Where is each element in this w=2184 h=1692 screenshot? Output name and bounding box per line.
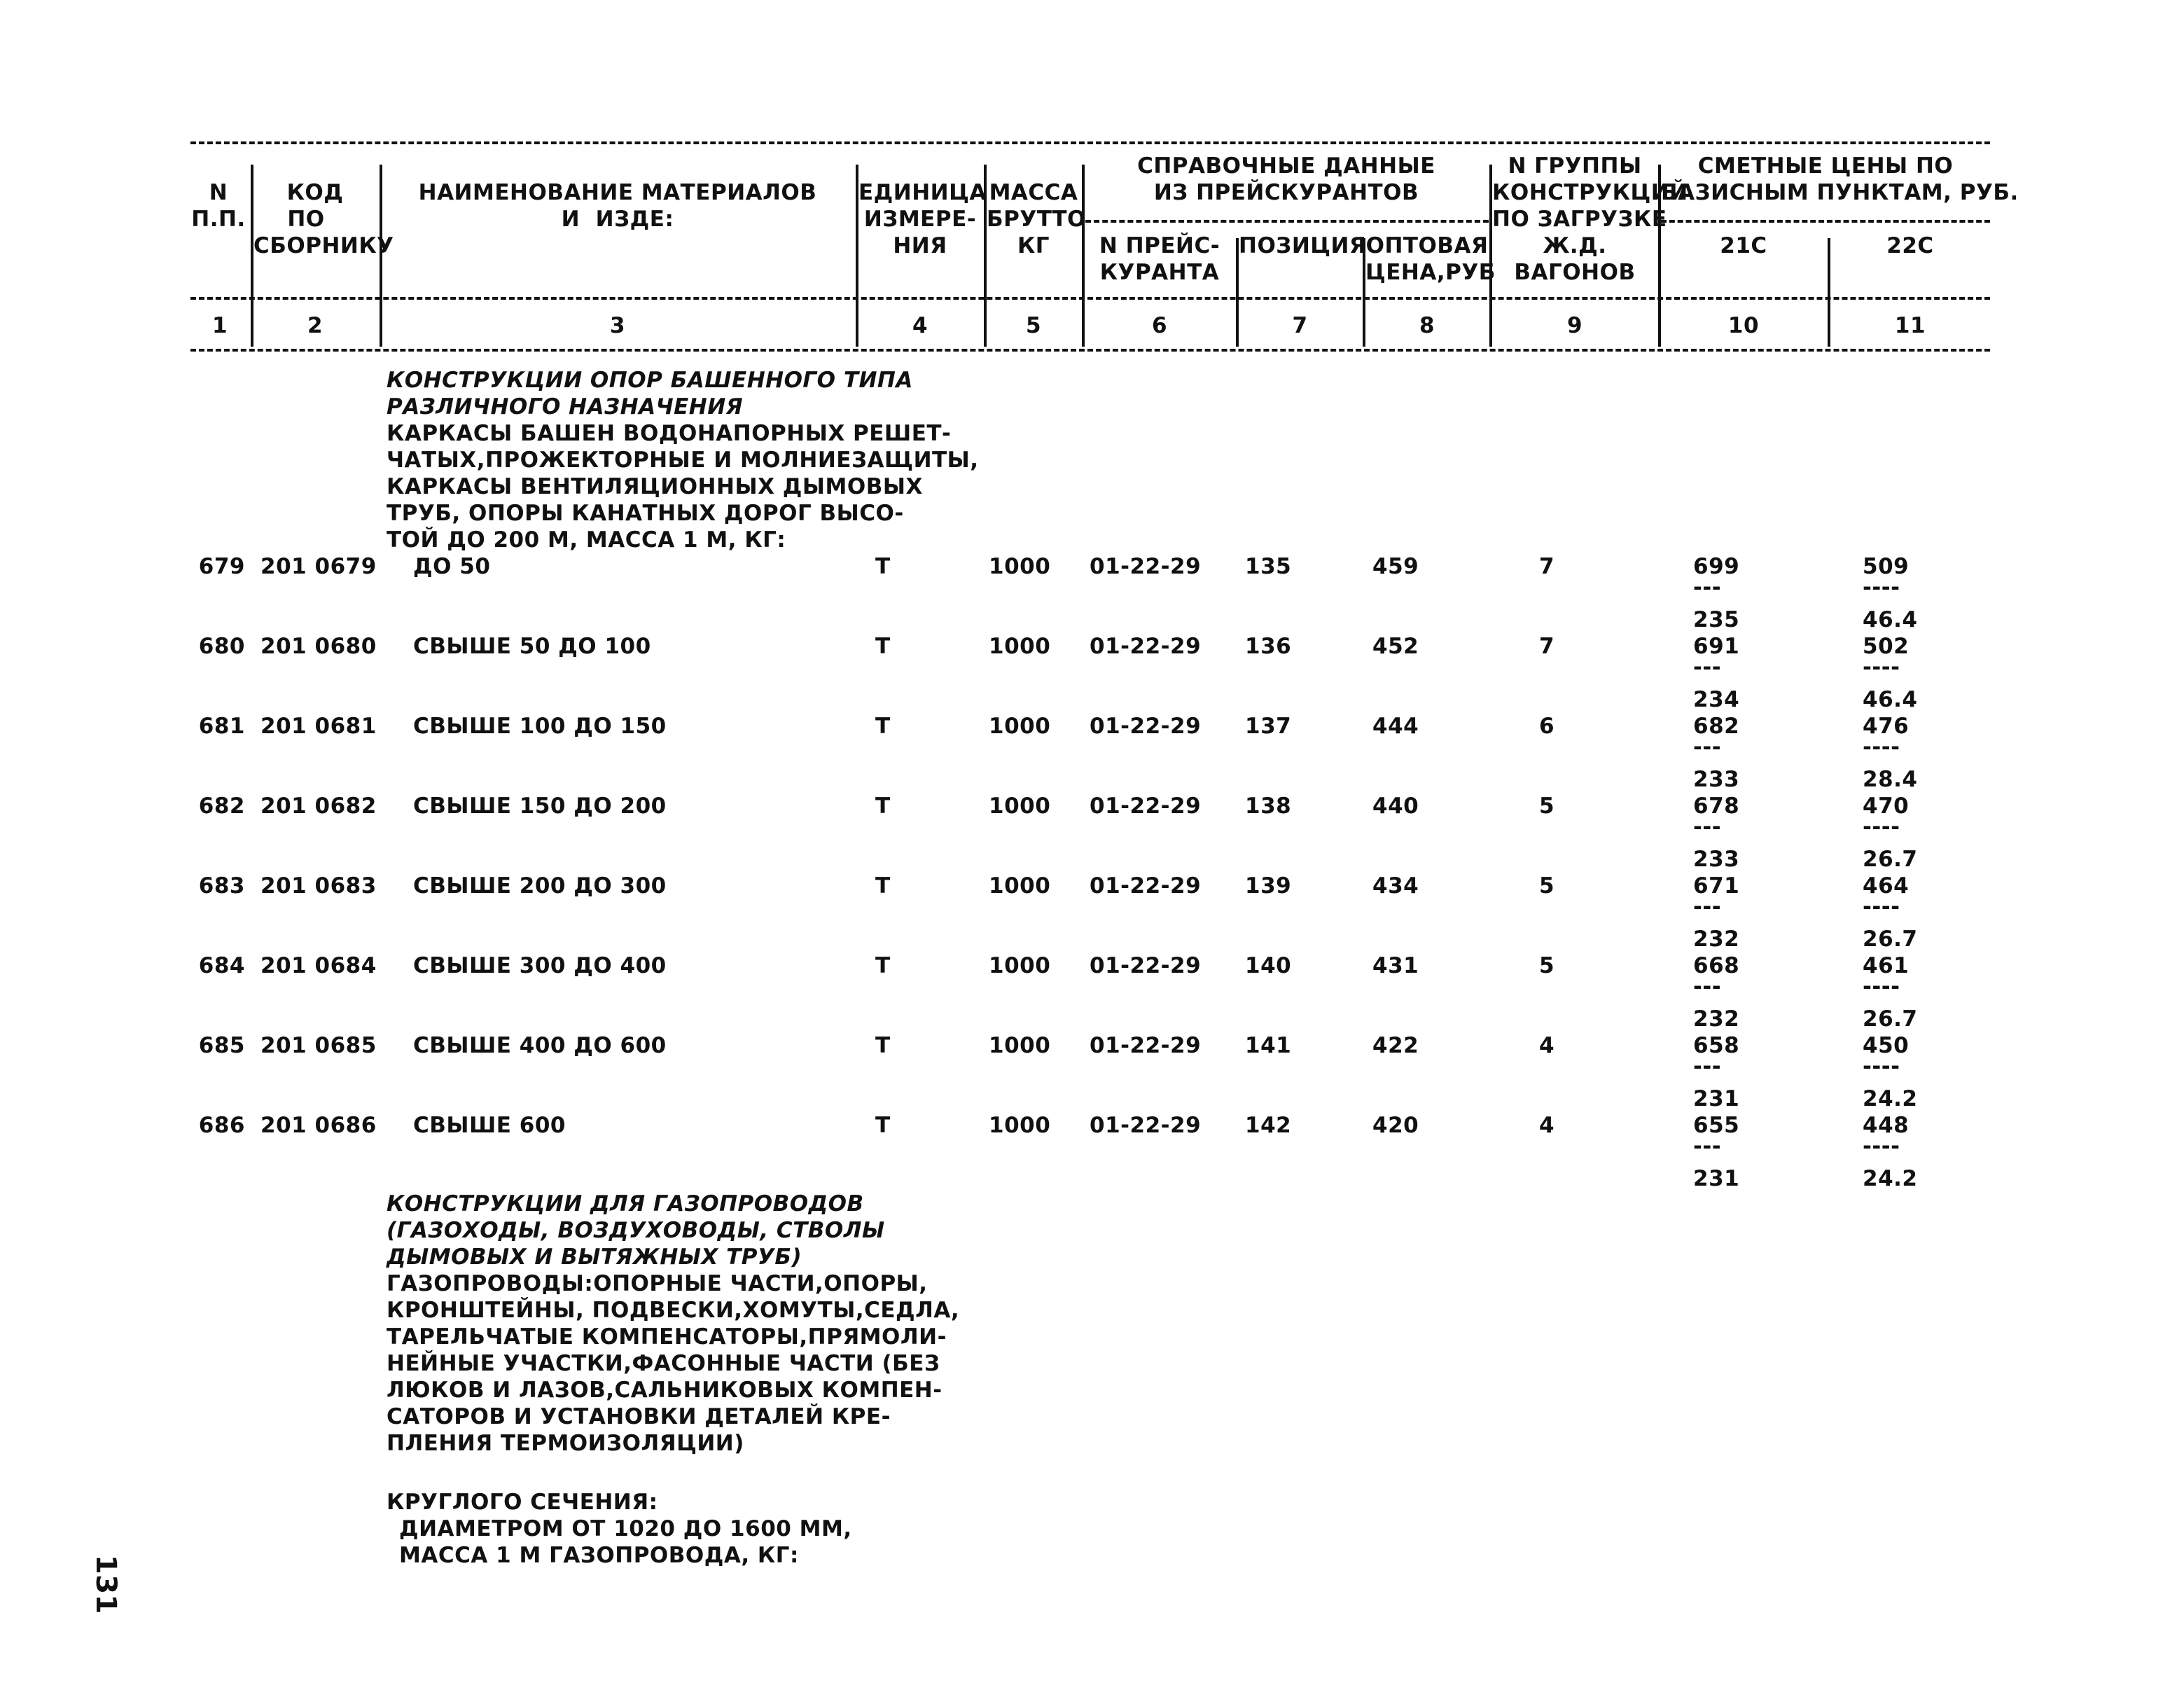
row-wagon-group: 6 [1539,714,1555,739]
section2-subtext-line: ДИАМЕТРОМ ОТ 1020 ДО 1600 ММ, [399,1516,852,1541]
row-mass: 1000 [989,953,1051,978]
section1-text-line: КАРКАСЫ БАШЕН ВОДОНАПОРНЫХ РЕШЕТ- [387,421,952,446]
section1-text-line: ТРУБ, ОПОРЫ КАНАТНЫХ ДОРОГ ВЫСО- [387,501,904,526]
row-price-22c-lower: 24.2 [1863,1086,1918,1111]
column-number: 7 [1292,313,1308,338]
ref-group-line1: СПРАВОЧНЫЕ ДАННЫЕ [1137,153,1435,179]
section1-title-line: РАЗЛИЧНОГО НАЗНАЧЕНИЯ [387,394,744,419]
row-price-22c: 509 [1863,554,1910,579]
row-unit: Т [875,714,891,739]
section1-title-line: КОНСТРУКЦИИ ОПОР БАШЕННОГО ТИПА [387,368,913,393]
row-wholesale-price: 440 [1372,793,1419,819]
row-price-21c-divider: --- [1693,1134,1722,1159]
col9-line1: N ГРУППЫ [1508,153,1642,179]
row-unit: Т [875,873,891,899]
section1-text-line: КАРКАСЫ ВЕНТИЛЯЦИОННЫХ ДЫМОВЫХ [387,474,923,499]
row-wagon-group: 4 [1539,1113,1555,1138]
row-number: 685 [198,1033,245,1058]
row-code: 201 0683 [260,873,377,899]
row-position: 141 [1245,1033,1292,1058]
section2-text-line: НЕЙНЫЕ УЧАСТКИ,ФАСОННЫЕ ЧАСТИ (БЕЗ [387,1351,940,1376]
row-unit: Т [875,1113,891,1138]
col3-line2: И ИЗДЕ: [561,207,674,232]
price-group-rule [1661,220,1990,223]
row-wholesale-price: 434 [1372,873,1419,899]
row-price-21c-lower: 232 [1693,1006,1740,1032]
row-number: 682 [198,793,245,819]
row-price-21c-divider: --- [1693,894,1722,920]
row-price-22c: 476 [1863,714,1910,739]
row-price-list: 01-22-29 [1090,714,1202,739]
section2-subtext-line: МАССА 1 М ГАЗОПРОВОДА, КГ: [399,1543,799,1568]
row-price-22c-divider: ---- [1863,735,1900,760]
row-wagon-group: 4 [1539,1033,1555,1058]
section2-title-line: ДЫМОВЫХ И ВЫТЯЖНЫХ ТРУБ) [387,1244,802,1270]
row-price-22c-lower: 26.7 [1863,1006,1918,1032]
col2-line1: КОД [286,180,344,205]
row-wholesale-price: 422 [1372,1033,1419,1058]
row-number: 684 [198,953,245,978]
col4-line2: ИЗМЕРЕ- [863,207,977,232]
row-price-22c-lower: 26.7 [1863,847,1918,872]
col2-line2: ПО [287,207,325,232]
row-price-22c: 502 [1863,634,1910,659]
row-price-22c-lower: 28.4 [1863,767,1918,792]
row-number: 683 [198,873,245,899]
row-name: СВЫШЕ 400 ДО 600 [413,1033,667,1058]
col2-line3: СБОРНИКУ [253,233,394,258]
row-position: 135 [1245,554,1292,579]
row-price-21c-divider: --- [1693,575,1722,600]
row-code: 201 0681 [260,714,377,739]
row-price-22c-divider: ---- [1863,1054,1900,1079]
row-price-21c-divider: --- [1693,814,1722,840]
column-number: 11 [1894,313,1926,338]
col4-line3: НИЯ [893,233,947,258]
row-price-22c-divider: ---- [1863,894,1900,920]
col11-header: 22С [1886,233,1934,258]
row-unit: Т [875,953,891,978]
col4-line1: ЕДИНИЦА [858,180,987,205]
row-code: 201 0682 [260,793,377,819]
row-price-21c: 699 [1693,554,1740,579]
row-price-21c-lower: 231 [1693,1086,1740,1111]
row-position: 136 [1245,634,1292,659]
column-number: 3 [609,313,626,338]
row-price-21c-divider: --- [1693,655,1722,680]
col9-line4: Ж.Д. [1543,233,1607,258]
row-name: ДО 50 [413,554,491,579]
row-price-22c-divider: ---- [1863,575,1900,600]
price-group-line1: СМЕТНЫЕ ЦЕНЫ ПО [1697,153,1954,179]
row-price-22c-lower: 46.4 [1863,607,1918,632]
row-price-21c: 682 [1693,714,1740,739]
row-price-21c-divider: --- [1693,1054,1722,1079]
row-price-list: 01-22-29 [1090,793,1202,819]
row-price-21c: 668 [1693,953,1740,978]
row-wagon-group: 5 [1539,873,1555,899]
col5-line2: БРУТТО [987,207,1086,232]
col9-line5: ВАГОНОВ [1514,260,1636,285]
header-mid-rule [190,297,1990,300]
row-price-22c-lower: 26.7 [1863,927,1918,952]
col6-line1: N ПРЕЙС- [1099,233,1220,258]
row-unit: Т [875,634,891,659]
column-number: 10 [1727,313,1760,338]
row-price-22c: 470 [1863,793,1910,819]
row-position: 139 [1245,873,1292,899]
col7-line1: ПОЗИЦИЯ [1239,233,1367,258]
col1-line1: N [209,180,228,205]
row-number: 686 [198,1113,245,1138]
row-wholesale-price: 431 [1372,953,1419,978]
row-price-21c: 658 [1693,1033,1740,1058]
row-price-22c: 450 [1863,1033,1910,1058]
row-price-21c: 678 [1693,793,1740,819]
row-price-22c-divider: ---- [1863,655,1900,680]
row-wholesale-price: 459 [1372,554,1419,579]
column-number: 2 [307,313,324,338]
page-number: 131 [90,1555,122,1614]
row-mass: 1000 [989,873,1051,899]
row-price-list: 01-22-29 [1090,1113,1202,1138]
row-price-22c-divider: ---- [1863,814,1900,840]
row-number: 681 [198,714,245,739]
row-price-21c: 655 [1693,1113,1740,1138]
row-name: СВЫШЕ 200 ДО 300 [413,873,667,899]
row-code: 201 0685 [260,1033,377,1058]
section2-text-line: ГАЗОПРОВОДЫ:ОПОРНЫЕ ЧАСТИ,ОПОРЫ, [387,1271,928,1296]
section2-text-line: ТАРЕЛЬЧАТЫЕ КОМПЕНСАТОРЫ,ПРЯМОЛИ- [387,1324,947,1350]
row-unit: Т [875,1033,891,1058]
row-wagon-group: 7 [1539,634,1555,659]
row-price-list: 01-22-29 [1090,634,1202,659]
row-price-22c-divider: ---- [1863,974,1900,999]
row-price-21c-divider: --- [1693,974,1722,999]
col9-line2: КОНСТРУКЦИЙ [1492,180,1688,205]
row-name: СВЫШЕ 300 ДО 400 [413,953,667,978]
row-wagon-group: 5 [1539,793,1555,819]
col3-line1: НАИМЕНОВАНИЕ МАТЕРИАЛОВ [418,180,817,205]
row-code: 201 0686 [260,1113,377,1138]
row-code: 201 0679 [260,554,377,579]
col1-line2: П.П. [191,207,246,232]
column-number: 9 [1566,313,1583,338]
row-name: СВЫШЕ 150 ДО 200 [413,793,667,819]
row-price-list: 01-22-29 [1090,1033,1202,1058]
section2-title-line: (ГАЗОХОДЫ, ВОЗДУХОВОДЫ, СТВОЛЫ [387,1218,885,1243]
row-price-21c-lower: 233 [1693,767,1740,792]
col8-line2: ЦЕНА,РУБ [1365,260,1496,285]
header-top-rule [190,141,1990,144]
col10-header: 21С [1720,233,1767,258]
section2-subhead: КРУГЛОГО СЕЧЕНИЯ: [387,1490,658,1515]
column-number: 1 [211,313,228,338]
ref-group-line2: ИЗ ПРЕЙСКУРАНТОВ [1153,180,1419,205]
section1-text-line: ЧАТЫХ,ПРОЖЕКТОРНЫЕ И МОЛНИЕЗАЩИТЫ, [387,448,979,473]
header-bottom-rule [190,349,1990,352]
row-wagon-group: 7 [1539,554,1555,579]
row-price-22c: 448 [1863,1113,1910,1138]
row-price-21c-divider: --- [1693,735,1722,760]
column-number: 4 [912,313,928,338]
section2-text-line: КРОНШТЕЙНЫ, ПОДВЕСКИ,ХОМУТЫ,СЕДЛА, [387,1298,960,1323]
row-price-22c-divider: ---- [1863,1134,1900,1159]
row-position: 142 [1245,1113,1292,1138]
row-position: 138 [1245,793,1292,819]
row-position: 137 [1245,714,1292,739]
row-price-21c-lower: 235 [1693,607,1740,632]
row-name: СВЫШЕ 600 [413,1113,566,1138]
row-price-21c-lower: 234 [1693,687,1740,712]
row-position: 140 [1245,953,1292,978]
row-wholesale-price: 420 [1372,1113,1419,1138]
row-code: 201 0684 [260,953,377,978]
section2-text-line: САТОРОВ И УСТАНОВКИ ДЕТАЛЕЙ КРЕ- [387,1404,891,1429]
row-wholesale-price: 444 [1372,714,1419,739]
row-price-22c: 461 [1863,953,1910,978]
row-mass: 1000 [989,793,1051,819]
row-mass: 1000 [989,554,1051,579]
row-price-22c: 464 [1863,873,1910,899]
section1-text-line: ТОЙ ДО 200 М, МАССА 1 М, КГ: [387,527,786,553]
row-price-list: 01-22-29 [1090,873,1202,899]
row-code: 201 0680 [260,634,377,659]
col8-line1: ОПТОВАЯ [1365,233,1489,258]
col5-line3: КГ [1017,233,1050,258]
row-unit: Т [875,554,891,579]
column-number: 6 [1151,313,1168,338]
section2-text-line: ЛЮКОВ И ЛАЗОВ,САЛЬНИКОВЫХ КОМПЕН- [387,1378,943,1403]
section2-title-line: КОНСТРУКЦИИ ДЛЯ ГАЗОПРОВОДОВ [387,1191,864,1216]
column-number: 8 [1419,313,1435,338]
row-price-21c: 671 [1693,873,1740,899]
row-mass: 1000 [989,714,1051,739]
price-group-line2: БАЗИСНЫМ ПУНКТАМ, РУБ. [1661,180,2019,205]
col5-line1: МАССА [989,180,1078,205]
row-number: 680 [198,634,245,659]
row-price-list: 01-22-29 [1090,953,1202,978]
row-mass: 1000 [989,1113,1051,1138]
row-price-22c-lower: 46.4 [1863,687,1918,712]
row-name: СВЫШЕ 100 ДО 150 [413,714,667,739]
row-wholesale-price: 452 [1372,634,1419,659]
row-price-list: 01-22-29 [1090,554,1202,579]
col9-line3: ПО ЗАГРУЗКЕ [1492,207,1667,232]
row-wagon-group: 5 [1539,953,1555,978]
row-number: 679 [198,554,245,579]
row-name: СВЫШЕ 50 ДО 100 [413,634,651,659]
row-price-21c-lower: 233 [1693,847,1740,872]
row-unit: Т [875,793,891,819]
row-mass: 1000 [989,634,1051,659]
row-price-21c-lower: 232 [1693,927,1740,952]
col6-line2: КУРАНТА [1099,260,1220,285]
section2-text-line: ПЛЕНИЯ ТЕРМОИЗОЛЯЦИИ) [387,1431,744,1456]
row-price-22c-lower: 24.2 [1863,1166,1918,1191]
row-price-21c-lower: 231 [1693,1166,1740,1191]
column-number: 5 [1025,313,1042,338]
row-price-21c: 691 [1693,634,1740,659]
row-mass: 1000 [989,1033,1051,1058]
ref-group-rule [1085,220,1489,223]
